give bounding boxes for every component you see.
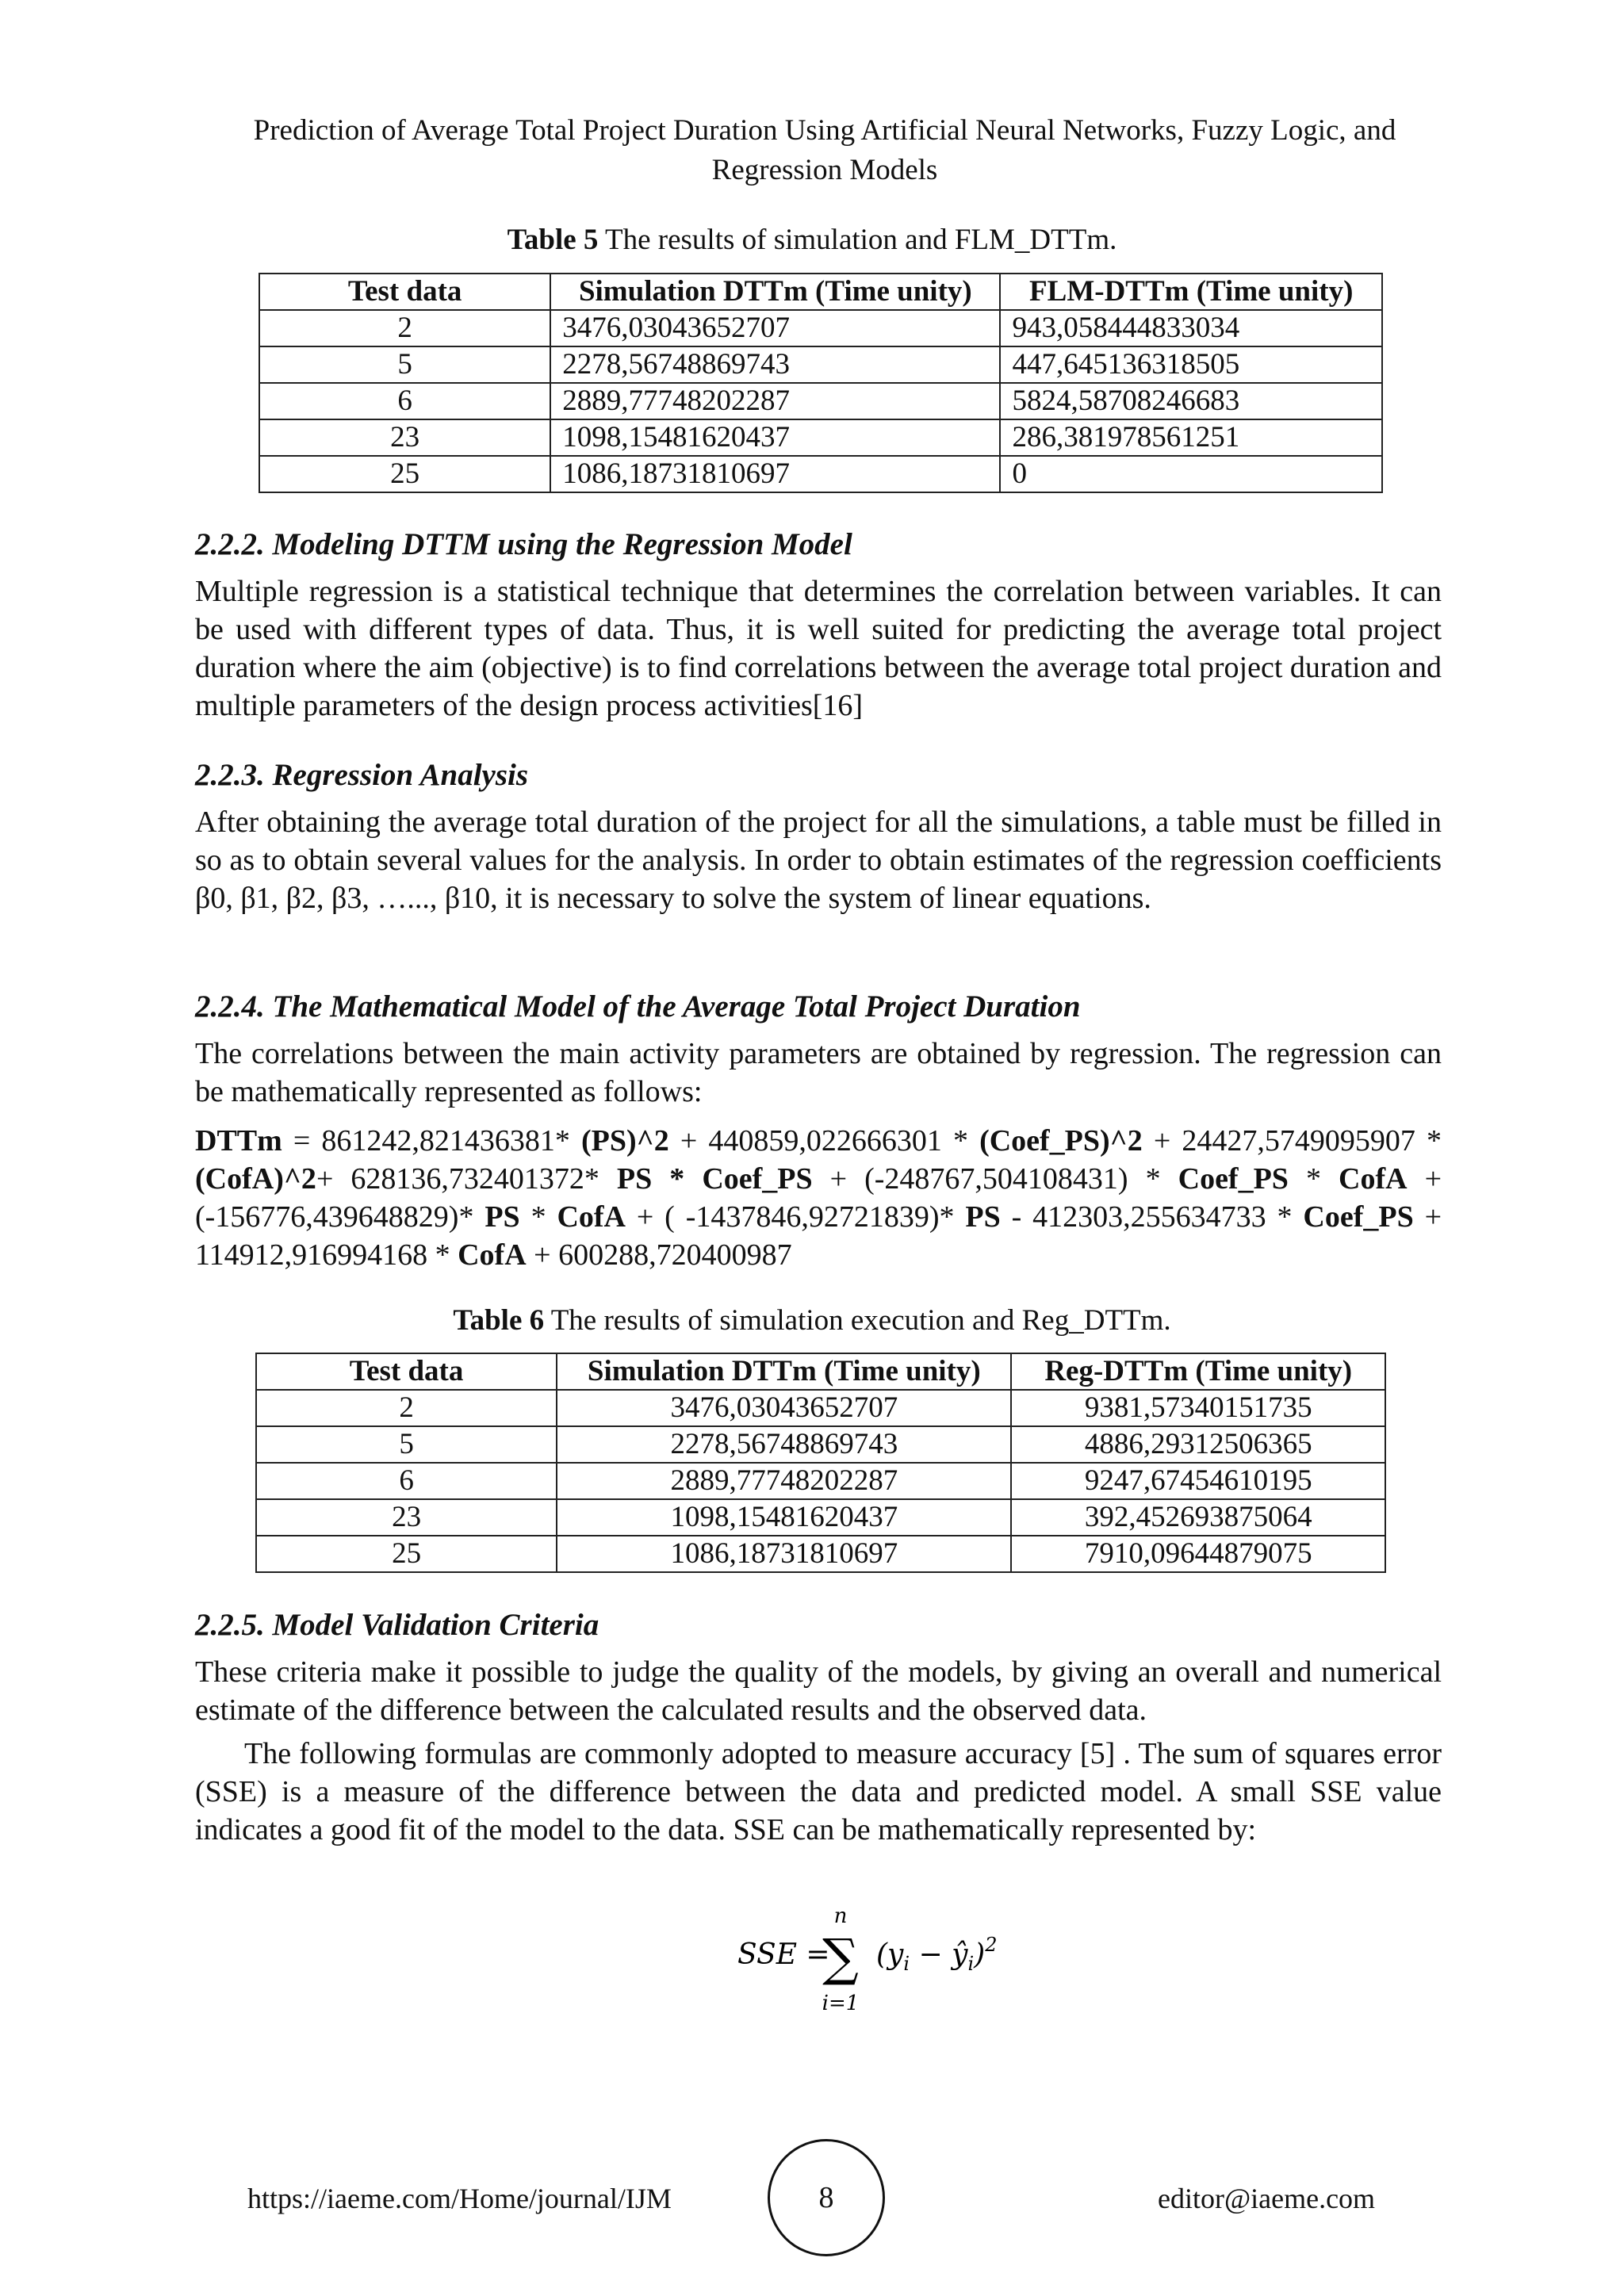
section-222-heading: 2.2.2. Modeling DTTM using the Regression Model <box>195 527 852 561</box>
table-cell: 23 <box>259 419 550 456</box>
footer-email[interactable]: editor@iaeme.com <box>1158 2183 1376 2214</box>
table-cell: 9247,67454610195 <box>1011 1463 1385 1499</box>
eq-part: (CofA)^2 <box>195 1162 316 1196</box>
table-cell: 5824,58708246683 <box>1000 383 1382 419</box>
table-row <box>259 419 1382 456</box>
section-225-paragraph-2: The following formulas are commonly adopted to measure accuracy [5] . The sum of squares error (SSE) is a measure of the difference between the data and predicted model. A small SSE value indicates a good fit of the model to the data. SSE can be mathematically represented by: <box>195 1737 1442 1846</box>
eq-part: PS <box>485 1200 520 1234</box>
table-cell: 4886,29312506365 <box>1011 1426 1385 1463</box>
table5-header: FLM-DTTm (Time unity) <box>1000 274 1382 310</box>
table-row <box>256 1463 1385 1499</box>
eq-part: + (-156776,439648829)* <box>195 1162 1442 1234</box>
section-225-paragraph-1: These criteria make it possible to judge the quality of the models, by giving an overall and numerical estimate of the difference between the calculated results and the observed data. <box>195 1655 1442 1727</box>
dttm-equation <box>195 1122 1442 1274</box>
sse-body <box>876 1934 997 1975</box>
section-223-paragraph: After obtaining the average total duration of the project for all the simulations, a table must be filled in so as to obtain several values for the analysis. In order to obtain estimates of the regression coefficients β0, β1, β2, β3, …..., β10, it is necessary to solve the system of linear equations. <box>195 806 1442 915</box>
table6-header: Test data <box>256 1353 557 1390</box>
eq-part: Coef_PS <box>1178 1162 1289 1196</box>
eq-part: + 114912,916994168 * <box>195 1200 1442 1272</box>
sse-minus-yhat: − ŷ <box>910 1938 968 1971</box>
sse-close: ) <box>974 1938 986 1971</box>
sse-sub-i2: i <box>967 1953 975 1975</box>
sse-body-open: (y <box>876 1938 904 1971</box>
table-cell: 447,645136318505 <box>1000 346 1382 383</box>
sse-formula <box>714 1899 1047 2018</box>
table-row <box>256 1426 1385 1463</box>
eq-part: + 600288,720400987 <box>526 1238 792 1272</box>
table-cell: 5 <box>256 1426 557 1463</box>
eq-part: + 24427,5749095907 * <box>1142 1124 1442 1158</box>
running-head: Prediction of Average Total Project Duration Using Artificial Neural Networks, Fuzzy Logic, and Regression Models <box>253 114 1396 186</box>
table-cell: 2278,56748869743 <box>550 346 1000 383</box>
table5 <box>259 273 1383 493</box>
table-cell: 7910,09644879075 <box>1011 1536 1385 1572</box>
table-cell: 943,058444833034 <box>1000 310 1382 346</box>
table-row <box>256 1390 1385 1426</box>
table-cell: 2 <box>256 1390 557 1426</box>
eq-part: PS <box>965 1200 1001 1234</box>
sse-sub-i: i <box>903 1953 910 1975</box>
table-row <box>256 1499 1385 1536</box>
footer-url[interactable]: https://iaeme.com/Home/journal/IJM <box>247 2183 672 2214</box>
section-225-heading: 2.2.5. Model Validation Criteria <box>195 1608 599 1642</box>
table5-header-row <box>259 274 1382 310</box>
table-row <box>259 456 1382 492</box>
table5-caption <box>0 222 1624 258</box>
eq-part: + 440859,022666301 * <box>668 1124 980 1158</box>
table-cell: 2 <box>259 310 550 346</box>
table-cell: 0 <box>1000 456 1382 492</box>
table-cell: 2889,77748202287 <box>557 1463 1011 1499</box>
eq-part: PS * Coef_PS <box>616 1162 813 1196</box>
sse-lhs: SSE = <box>737 1938 830 1971</box>
sse-upper-limit: n <box>833 1904 848 1928</box>
eq-part: * <box>519 1200 557 1234</box>
table6 <box>255 1353 1386 1573</box>
table-row <box>259 383 1382 419</box>
table-row <box>259 346 1382 383</box>
table-row <box>259 310 1382 346</box>
table6-header-row <box>256 1353 1385 1390</box>
sse-lower-limit: i=1 <box>822 1992 860 2015</box>
table-cell: 1098,15481620437 <box>557 1499 1011 1536</box>
table-cell: 1098,15481620437 <box>550 419 1000 456</box>
table-cell: 25 <box>256 1536 557 1572</box>
table5-caption-label: Table 5 <box>507 224 599 256</box>
eq-part: = 861242,821436381* <box>282 1124 582 1158</box>
table-cell: 3476,03043652707 <box>557 1390 1011 1426</box>
table-cell: 2889,77748202287 <box>550 383 1000 419</box>
eq-part: CofA <box>458 1238 527 1272</box>
section-222-paragraph: Multiple regression is a statistical technique that determines the correlation between variables. It can be used with different types of data. Thus, it is well suited for predicting the average total project duration where the aim (objective) is to find correlations between the average total project duration and multiple parameters of the design process activities[16] <box>195 575 1442 722</box>
table6-caption <box>0 1303 1624 1339</box>
table-row <box>256 1536 1385 1572</box>
section-223-heading: 2.2.3. Regression Analysis <box>195 758 529 792</box>
table6-caption-text: The results of simulation execution and Reg_DTTm. <box>544 1304 1171 1337</box>
table5-caption-text: The results of simulation and FLM_DTTm. <box>598 224 1117 256</box>
table6-header: Simulation DTTm (Time unity) <box>557 1353 1011 1390</box>
table-cell: 2278,56748869743 <box>557 1426 1011 1463</box>
eq-part: + 628136,732401372* <box>316 1162 617 1196</box>
table-cell: 1086,18731810697 <box>550 456 1000 492</box>
table-cell: 23 <box>256 1499 557 1536</box>
table-cell: 1086,18731810697 <box>557 1536 1011 1572</box>
table-cell: 5 <box>259 346 550 383</box>
eq-part: + (-248767,504108431) * <box>812 1162 1178 1196</box>
table-cell: 6 <box>259 383 550 419</box>
eq-part: (Coef_PS)^2 <box>979 1124 1143 1158</box>
section-224-paragraph: The correlations between the main activity parameters are obtained by regression. The regression can be mathematically represented as follows: <box>195 1037 1442 1108</box>
table-cell: 25 <box>259 456 550 492</box>
section-224-heading: 2.2.4. The Mathematical Model of the Average Total Project Duration <box>195 989 1081 1024</box>
page-number <box>768 2139 885 2256</box>
eq-part: (PS)^2 <box>581 1124 669 1158</box>
eq-part: + ( -1437846,92721839)* <box>626 1200 966 1234</box>
table5-header: Simulation DTTm (Time unity) <box>550 274 1000 310</box>
page-number-text: 8 <box>818 2181 834 2214</box>
eq-part: CofA <box>1339 1162 1408 1196</box>
eq-part: * <box>1288 1162 1339 1196</box>
eq-part: CofA <box>557 1200 626 1234</box>
eq-part: Coef_PS <box>1303 1200 1414 1234</box>
table-cell: 6 <box>256 1463 557 1499</box>
table-cell: 392,452693875064 <box>1011 1499 1385 1536</box>
table5-header: Test data <box>259 274 550 310</box>
table-cell: 286,381978561251 <box>1000 419 1382 456</box>
sse-power: 2 <box>985 1934 998 1956</box>
table6-caption-label: Table 6 <box>453 1304 545 1337</box>
table-cell: 9381,57340151735 <box>1011 1390 1385 1426</box>
eq-part: DTTm <box>195 1124 282 1158</box>
sse-sigma: ∑ <box>822 1929 859 1988</box>
table6-header: Reg-DTTm (Time unity) <box>1011 1353 1385 1390</box>
eq-part: - 412303,255634733 * <box>1000 1200 1304 1234</box>
table-cell: 3476,03043652707 <box>550 310 1000 346</box>
